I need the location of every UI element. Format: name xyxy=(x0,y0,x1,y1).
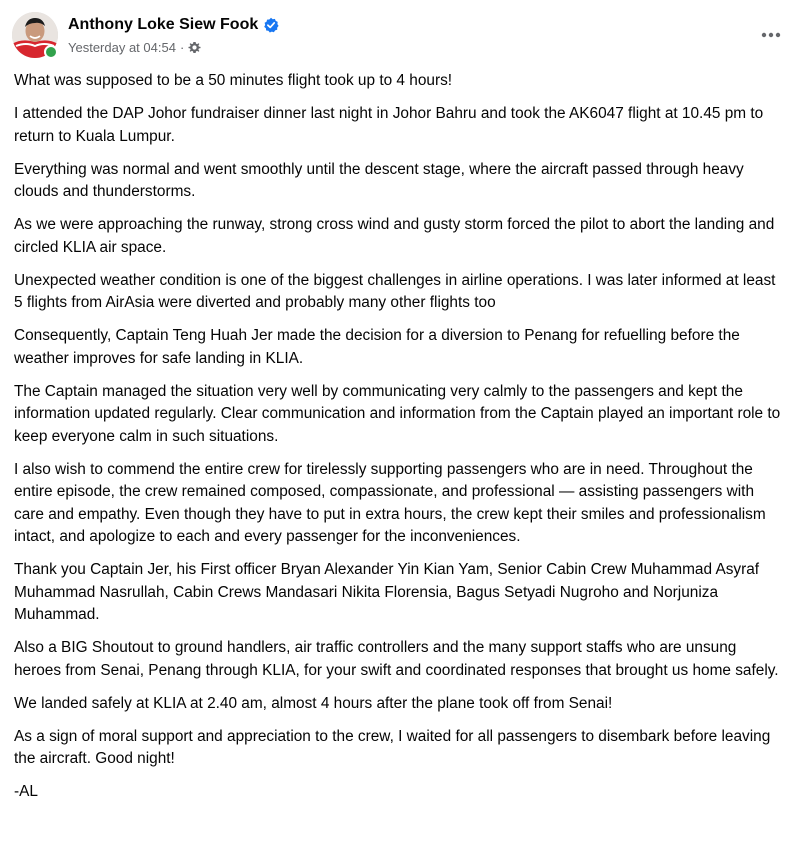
post-paragraph: Thank you Captain Jer, his First officer Bryan Alexander Yin Kian Yam, Senior Cabin Crew Muhammad Asyraf Muhammad Nasrullah, Cabin Crews Mandasari Nikita Florensia, Bagus Setyadi Nugroho and Norjuniza Muhammad. xyxy=(14,561,760,623)
post-paragraph: I attended the DAP Johor fundraiser dinner last night in Johor Bahru and took the AK6047 flight at 10.45 pm to return to Kuala Lumpur. xyxy=(14,105,764,145)
post-body xyxy=(14,70,786,814)
post-paragraph: As a sign of moral support and appreciation to the crew, I waited for all passengers to disembark before leaving the aircraft. Good night! xyxy=(14,727,771,767)
author-name[interactable]: Anthony Loke Siew Fook xyxy=(68,16,259,33)
author-row xyxy=(68,14,279,36)
more-horizontal-icon xyxy=(761,25,781,43)
gear-icon[interactable] xyxy=(188,41,201,54)
post-paragraph: Also a BIG Shoutout to ground handlers, air traffic controllers and the many support staffs who are unsung heroes from Senai, Penang through KLIA, for your swift and coordinated responses that brought us home safely. xyxy=(14,639,779,679)
meta-separator: · xyxy=(179,39,185,55)
post-paragraph: As we were approaching the runway, strong cross wind and gusty storm forced the pilot to abort the landing and circled KLIA air space. xyxy=(14,216,775,256)
post-signature: -AL xyxy=(14,783,38,800)
verified-badge-icon xyxy=(263,17,279,33)
post-paragraph: I also wish to commend the entire crew for tirelessly supporting passengers who are in need. Throughout the entire episode, the crew remained composed, compassionate, and professional — assisting passengers with care and empathy. Even though they have to put in extra hours, the crew kept their smiles and professionalism intact, and apologize to each and every passenger for the inconveniences. xyxy=(14,460,766,545)
more-options-button[interactable] xyxy=(756,22,786,46)
post-paragraph: Consequently, Captain Teng Huah Jer made the decision for a diversion to Penang for refuelling before the weather improves for safe landing in KLIA. xyxy=(14,327,740,367)
post-paragraph: What was supposed to be a 50 minutes flight took up to 4 hours! xyxy=(14,72,453,89)
post-paragraph: We landed safely at KLIA at 2.40 am, almost 4 hours after the plane took off from Senai! xyxy=(14,694,613,712)
post-timestamp[interactable]: Yesterday at 04:54 xyxy=(68,39,176,55)
post-paragraph: Unexpected weather condition is one of the biggest challenges in airline operations. I was later informed at least 5 flights from AirAsia were diverted and probably many other flights too xyxy=(14,271,776,311)
post-header xyxy=(0,0,800,62)
online-status-dot xyxy=(44,45,58,59)
post-paragraph: Everything was normal and went smoothly until the descent stage, where the aircraft passed through heavy clouds and thunderstorms. xyxy=(14,160,744,200)
post-meta xyxy=(68,38,201,56)
post-paragraph: The Captain managed the situation very well by communicating very calmly to the passengers and kept the information updated regularly. Clear communication and information from the Captain played an important role to keep everyone calm in such situations. xyxy=(14,382,781,445)
